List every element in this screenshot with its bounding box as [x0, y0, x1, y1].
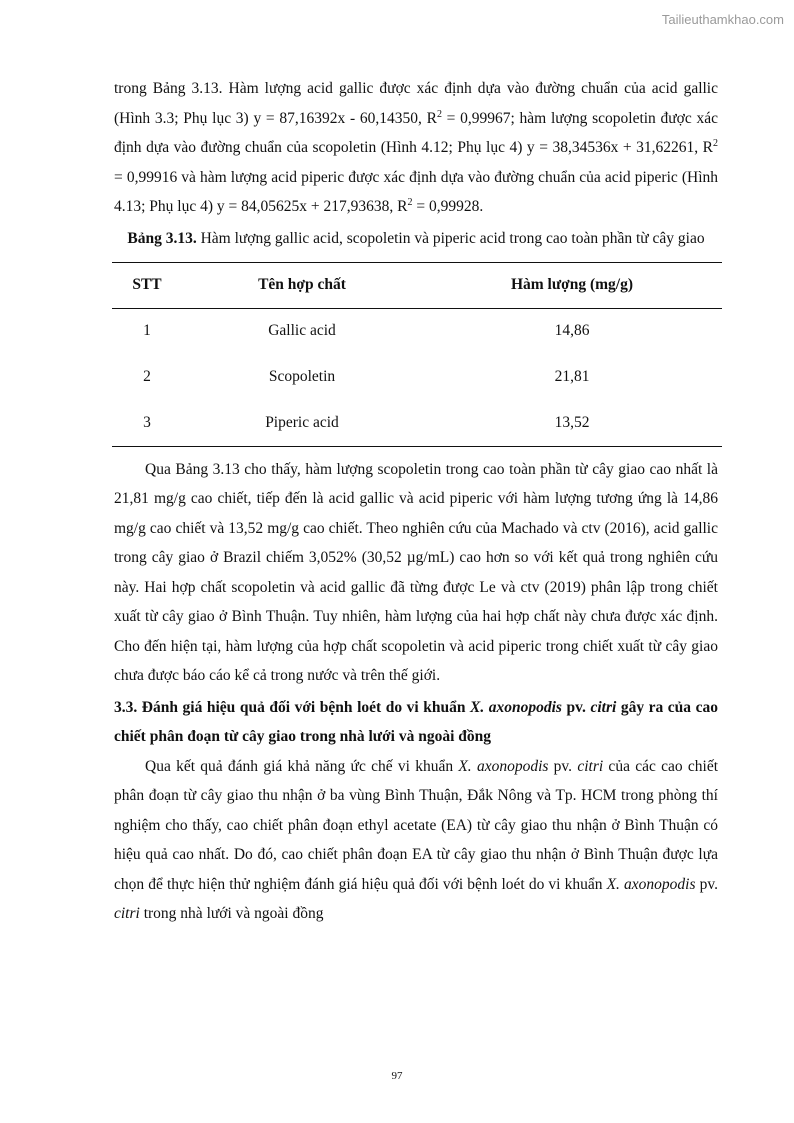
table-row [112, 400, 722, 446]
para3-text-5: trong nhà lưới và ngoài đồng [139, 905, 324, 922]
para3-text-3: của các cao chiết phân đoạn từ cây giao thu nhận ở ba vùng Bình Thuận, Đắk Nông và Tp. HCM trong phòng thí nghiệm cho thấy, cao chiết phân đoạn ethyl acetate (EA) từ cây giao thu nhận ở Bình Thuận có hiệu quả cao nhất. Do đó, cao chiết phân đoạn EA từ cây giao thu nhận ở Bình Thuận được lựa chọn để thực hiện thử nghiệm đánh giá hiệu quả đối với bệnh loét do vi khuẩn [114, 757, 719, 893]
para3-pathovar-2: citri [114, 905, 140, 922]
cell-stt: 2 [143, 368, 151, 385]
superscript-2: 2 [436, 108, 442, 120]
cell-content: 21,81 [554, 368, 590, 385]
paragraph-standard-curves [114, 74, 718, 222]
document-body [114, 74, 718, 929]
cell-stt: 1 [143, 322, 151, 340]
cell-compound: Piperic acid [182, 400, 422, 446]
paragraph-discussion: Qua Bảng 3.13 cho thấy, hàm lượng scopoletin trong cao toàn phần từ cây giao cao nhất là 21,81 mg/g cao chiết, tiếp đến là acid gallic và acid piperic với hàm lượng tương ứng là 14,86 mg/g cao chiết và 13,52 mg/g cao chiết. Theo nghiên cứu của Machado và ctv (2016), acid gallic trong cây giao ở Brazil chiếm 3,052% (30,52 µg/mL) cao hơn so với kết quả trong nghiên cứu này. Hai hợp chất scopoletin và acid gallic đã từng được Le và ctv (2019) phân lập trong chiết xuất từ cây giao ở Bình Thuận. Tuy nhiên, hàm lượng của hai hợp chất này chưa được xác định. Cho đến hiện tại, hàm lượng của hợp chất scopoletin và acid piperic trong chiết xuất từ cây giao chưa được báo cáo kể cả trong nước và trên thế giới. [114, 460, 718, 684]
cell-content: 13,52 [422, 400, 722, 446]
cell-compound: Gallic acid [268, 322, 336, 340]
heading-species: X. axonopodis [470, 698, 562, 716]
para3-pathovar: citri [577, 757, 604, 775]
heading-text-2: pv. [561, 698, 591, 716]
content-table [112, 262, 722, 447]
para1-text-4: = 0,99928. [412, 198, 484, 215]
table-caption-text: Hàm lượng gallic acid, scopoletin và piperic acid trong cao toàn phần từ cây giao [196, 229, 705, 247]
heading-text-1: 3.3. Đánh giá hiệu quả đối với bệnh loét do vi khuẩn [114, 698, 470, 716]
para3-text-2: pv. [548, 757, 578, 775]
para1-text-1: trong Bảng 3.13. Hàm lượng acid gallic được xác định dựa vào đường chuẩn của acid gallic (Hình 3.3; Phụ lục 3) y = 87,16392x - 60,14350, R [114, 80, 718, 127]
watermark-text: Tailieuthamkhao.com [661, 12, 784, 27]
para1-text-3: = 0,99916 và hàm lượng acid piperic được xác định dựa vào đường chuẩn của acid piperic (Hình 4.13; Phụ lục 4) y = 84,05625x + 217,93638, R [114, 168, 718, 215]
cell-stt: 3 [112, 400, 182, 446]
para3-text-1: Qua kết quả đánh giá khả năng ức chế vi khuẩn [145, 757, 459, 775]
table-header-row [112, 262, 722, 308]
table-row [112, 308, 722, 354]
table-caption-label: Bảng 3.13. [127, 229, 197, 247]
para3-text-4: pv. [695, 875, 718, 893]
heading-text-3: gây ra của cao chiết phân đoạn từ cây giao trong nhà lưới và ngoài đồng [114, 698, 718, 745]
header-compound-name: Tên hợp chất [182, 262, 422, 308]
table-caption [114, 224, 718, 254]
heading-pathovar: citri [590, 698, 617, 716]
superscript-2: 2 [407, 197, 413, 208]
header-stt: STT [112, 262, 182, 308]
para3-species: X. axonopodis [458, 757, 549, 775]
cell-compound: Scopoletin [268, 368, 336, 385]
section-heading-3-3 [114, 693, 718, 752]
para3-species-2: X. axonopodis [606, 875, 696, 893]
superscript-2: 2 [713, 138, 718, 149]
header-content: Hàm lượng (mg/g) [422, 262, 722, 308]
table-row [112, 354, 722, 400]
page-number: 97 [391, 1070, 403, 1082]
paragraph-evaluation [114, 752, 718, 929]
cell-content: 14,86 [554, 322, 590, 340]
para1-text-2: = 0,99967; hàm lượng scopoletin được xác định dựa vào đường chuẩn của scopoletin (Hình 4.12; Phụ lục 4) y = 38,34536x + 31,62261, R [114, 109, 718, 156]
